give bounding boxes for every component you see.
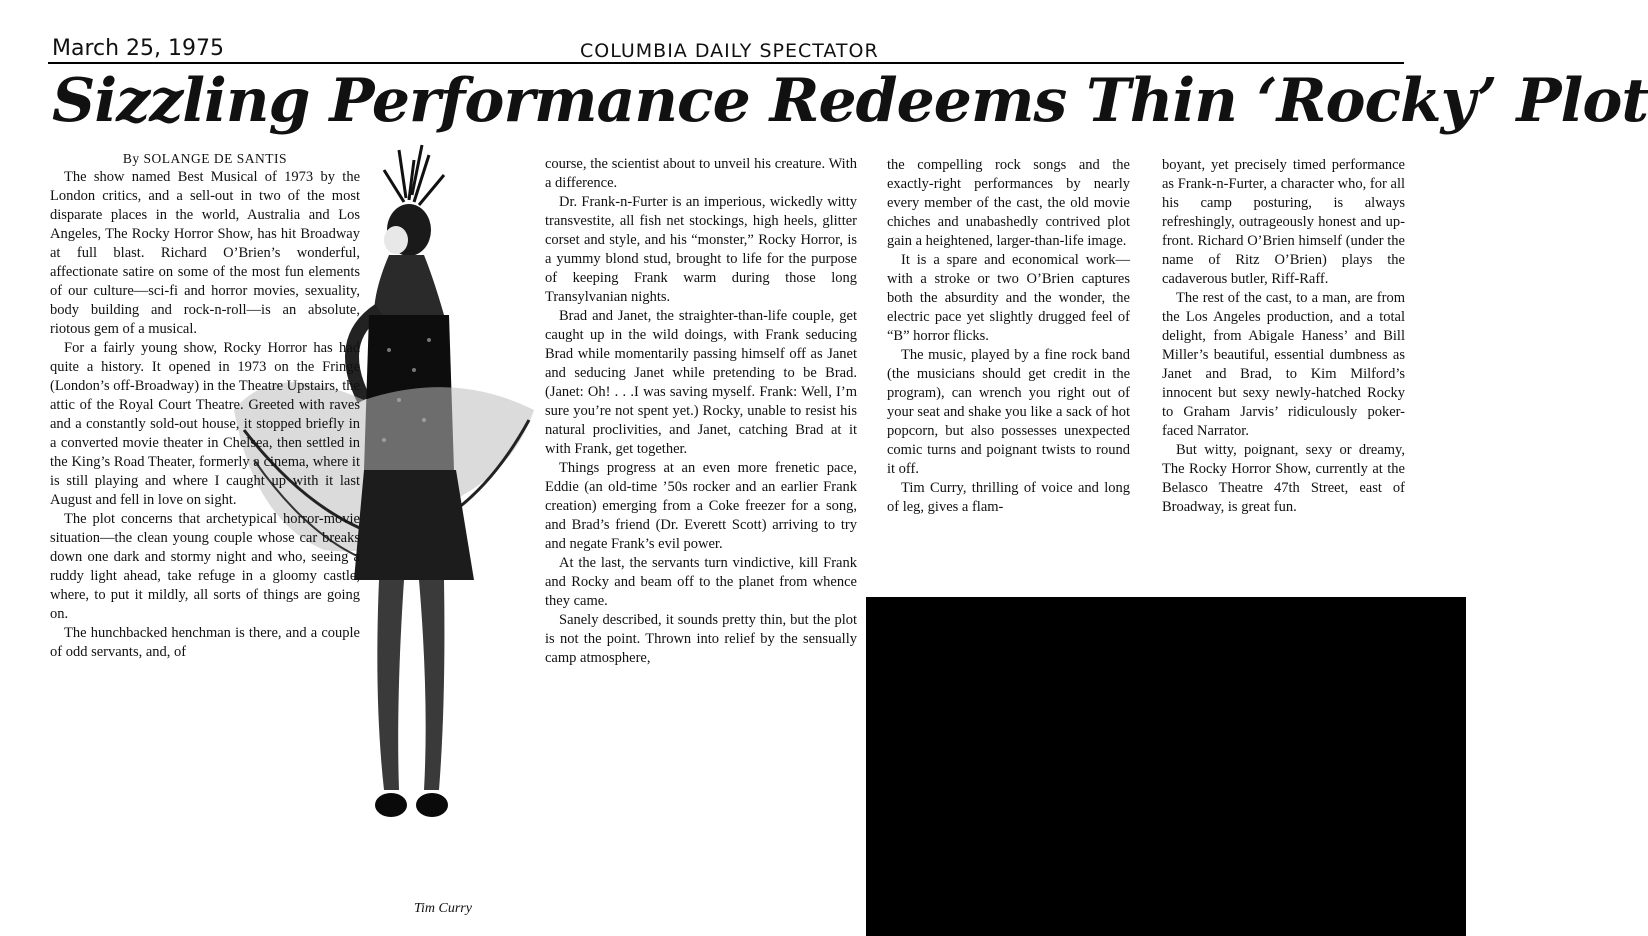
column-4 (1162, 156, 1405, 517)
col2-paragraph: At the last, the servants turn vindictive, kill Frank and Rocky and beam off to the planet from whence they came. (545, 555, 857, 609)
header-date: March 25, 1975 (52, 36, 225, 61)
col4-paragraph: But witty, poignant, sexy or dreamy, The Rocky Horror Show, currently at the Belasco Theatre 47th Street, east of Broadway, is great fun. (1162, 442, 1405, 515)
header-paper-name: COLUMBIA DAILY SPECTATOR (580, 40, 879, 62)
col2-paragraph: Dr. Frank-n-Furter is an imperious, wickedly witty transvestite, all fish net stockings, high heels, glitter corset and style, and his “monster,” Rocky Horror, is a yummy blond stud, brought to life for the purpose of keeping Frank warm during those long Transylvanian nights. (545, 194, 857, 305)
column-1 (50, 151, 360, 662)
col1-paragraph: For a fairly young show, Rocky Horror has had quite a history. It opened in 1973 on the Fringe (London’s off-Broadway) in the Theatre Upstairs, the attic of the Royal Court Theatre. Greeted with raves and a constantly sold-out house, it stopped briefly in a converted movie theater in Chelsea, then settled in the King’s Road Theater, formerly a cinema, where it is still playing and where I caught up with it last August and fell in love on sight. (50, 340, 360, 508)
col3-paragraph: The music, played by a fine rock band (the musicians should get credit in the program), can wrench you right out of your seat and shake you like a sack of hot popcorn, but also possesses unexpected comic turns and poignant twists to round it off. (887, 347, 1130, 477)
col1-paragraph: The plot concerns that archetypical horror-movie situation—the clean young couple whose car breaks down one dark and stormy night and who, seeing a ruddy light ahead, take refuge in a gloomy castle, where, to put it mildly, all sorts of things are going on. (50, 511, 360, 622)
col2-paragraph: Things progress at an even more frenetic pace, Eddie (an old-time ’50s rocker and an earlier Frank creation) emerging from a Coke freezer for a song, and Brad’s friend (Dr. Everett Scott) arriving to try and negate Frank’s evil power. (545, 460, 857, 552)
col1-paragraph: The hunchbacked henchman is there, and a couple of odd servants, and, of (50, 625, 360, 660)
column-3 (887, 156, 1130, 517)
feather-plume-icon (384, 145, 444, 205)
col2-paragraph: Brad and Janet, the straighter-than-life couple, get caught up in the wild doings, with Frank seducing Brad while momentarily passing himself off as Janet and seducing Janet while pretending to be Brad. (Janet: Oh! . . .I was saving myself. Frank: Well, I’m sure you’re not spent yet.) Rocky, unable to resist his natural proclivities, and Janet, catching Brad at it with Frank, get together. (545, 308, 857, 457)
column-2 (545, 155, 857, 668)
header-rule (48, 62, 1404, 64)
photo-caption: Tim Curry (414, 901, 472, 916)
headline: Sizzling Performance Redeems Thin ‘Rocky’ Plot (52, 66, 1648, 136)
col2-paragraph: Sanely described, it sounds pretty thin, but the plot is not the point. Thrown into relief by the sensually camp atmosphere, (545, 612, 857, 666)
col1-paragraph: The show named Best Musical of 1973 by the London critics, and a sell-out in two of the most disparate places in the world, Australia and Los Angeles, The Rocky Horror Show, has hit Broadway at full blast. Richard O’Brien’s wonderful, affectionate satire on some of the most fun elements of our culture—sci-fi and horror movies, sexuality, body building and rock-n-roll—is an absolute, riotous gem of a musical. (50, 169, 360, 337)
col4-paragraph: The rest of the cast, to a man, are from the Los Angeles production, and a total delight, from Abigale Haness’ and Bill Miller’s beautiful, essential dumbness as Janet and Brad, to Kim Milford’s innocent but sexy newly-hatched Rocky to Graham Jarvis’ ridiculously poker-faced Narrator. (1162, 290, 1405, 439)
col3-paragraph: the compelling rock songs and the exactly-right performances by nearly every member of the cast, the old movie chiches and unabashedly contrived plot gain a heightened, larger-than-life image. (887, 157, 1130, 249)
col3-paragraph: Tim Curry, thrilling of voice and long of leg, gives a flam- (887, 480, 1130, 515)
col3-paragraph: It is a spare and economical work—with a stroke or two O’Brien captures both the absurdity and the wonder, the electric pace yet slightly drugged feel of “B” horror flicks. (887, 252, 1130, 344)
byline: By SOLANGE DE SANTIS (122, 151, 288, 166)
col2-paragraph: course, the scientist about to unveil his creature. With a difference. (545, 156, 857, 191)
col4-paragraph: boyant, yet precisely timed performance as Frank-n-Furter, a character who, for all his camp posturing, is always refreshingly, outrageously honest and up-front. Richard O’Brien himself (under the name of Ritz O’Brien) plays the cadaverous butler, Riff-Raff. (1162, 157, 1405, 287)
redacted-block (866, 597, 1466, 936)
